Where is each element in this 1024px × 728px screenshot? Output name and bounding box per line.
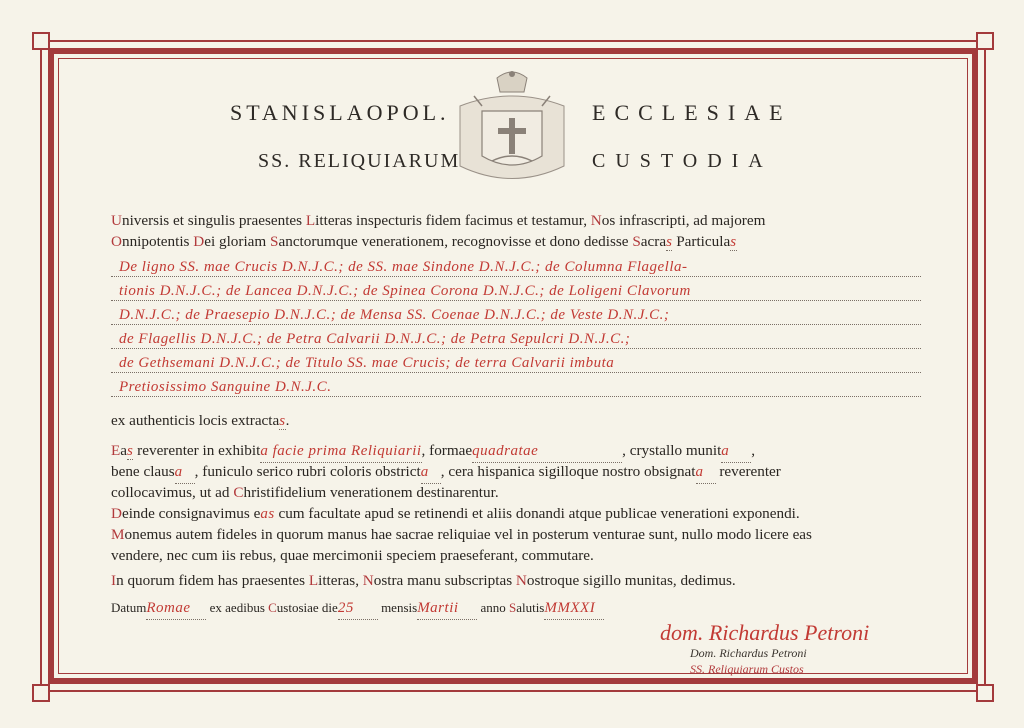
corner-ornament xyxy=(32,32,50,50)
para2-line-1: Eas reverenter in exhibita facie prima Reliquiarii, formaequadratae , crystallo munita , xyxy=(111,440,921,463)
signatory-role: SS. Reliquiarum Custos xyxy=(690,662,804,676)
signature-handwritten: dom. Richardus Petroni xyxy=(660,620,870,645)
handwritten-line: De ligno SS. mae Crucis D.N.J.C.; de SS. mae Sindone D.N.J.C.; de Columna Flagella- xyxy=(111,252,921,277)
corner-ornament xyxy=(976,684,994,702)
header-right-top: ECCLESIAE xyxy=(592,100,792,125)
signatory-name: Dom. Richardus Petroni xyxy=(690,646,807,660)
header-right-bottom: CUSTODIA xyxy=(592,150,773,172)
datum-line: DatumRomae ex aedibus Custosiae die25 mensisMartii anno SalutisMMXXI xyxy=(111,597,921,620)
para2-line-5: Monemus autem fideles in quorum manus hae sacrae reliquiae vel in posterum venturae sunt, nullo modo licere eas xyxy=(111,526,812,543)
header-left-bottom: SS. RELIQUIARUM xyxy=(258,150,461,172)
corner-ornament xyxy=(32,684,50,702)
header-left-top: STANISLAOPOL. xyxy=(230,100,450,125)
para2-line-2: bene clausa , funiculo serico rubri coloris obstricta , cera hispanica sigilloque nostro obsignata reverenter xyxy=(111,461,921,484)
para2-line-4: Deinde consignavimus eas cum facultate apud se retinendi et aliis donandi atque publicae venerationi exponendi. xyxy=(111,505,800,522)
handwritten-line: D.N.J.C.; de Praesepio D.N.J.C.; de Mensa SS. Coenae D.N.J.C.; de Veste D.N.J.C.; xyxy=(111,300,921,325)
para2-line-6: vendere, nec cum iis rebus, quae mercimonii speciem praeseferant, commutare. xyxy=(111,547,594,564)
handwritten-line: de Gethsemani D.N.J.C.; de Titulo SS. mae Crucis; de terra Calvarii imbuta xyxy=(111,348,921,373)
intro-line-2: Onnipotentis Dei gloriam Sanctorumque venerationem, recognovisse et dono dedisse Sacras Particulas xyxy=(111,233,737,250)
handwritten-line: tionis D.N.J.C.; de Lancea D.N.J.C.; de Spinea Corona D.N.J.C.; de Loligeni Clavorum xyxy=(111,276,921,301)
handwritten-line: Pretiosissimo Sanguine D.N.J.C. xyxy=(111,372,921,397)
para2-line-3: collocavimus, ut ad Christifidelium venerationem destinarentur. xyxy=(111,484,499,501)
handwritten-line: de Flagellis D.N.J.C.; de Petra Calvarii D.N.J.C.; de Petra Sepulcri D.N.J.C.; xyxy=(111,324,921,349)
coat-of-arms-icon xyxy=(452,66,572,196)
corner-ornament xyxy=(976,32,994,50)
para3-line: In quorum fidem has praesentes Litteras, Nostra manu subscriptas Nostroque sigillo munitas, dedimus. xyxy=(111,572,736,589)
intro-line-1: Universis et singulis praesentes Litteras inspecturis fidem facimus et testamur, Nos infrascripti, ad majorem xyxy=(111,212,766,229)
extract-line: ex authenticis locis extractas. xyxy=(111,412,290,429)
